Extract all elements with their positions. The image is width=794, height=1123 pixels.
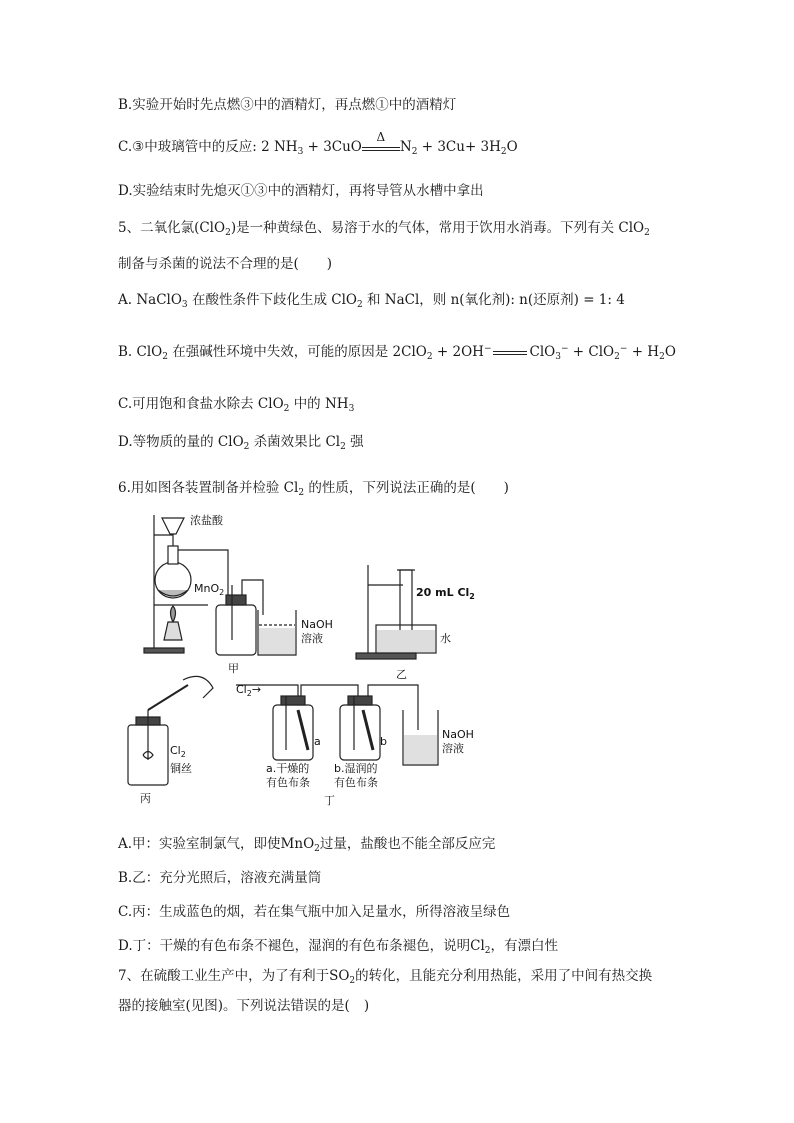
alcohol-lamp — [164, 622, 182, 640]
equals-sign — [493, 351, 527, 355]
gas-bottle-b — [340, 705, 380, 760]
svg-text:20 mL Cl2: 20 mL $Cl_2$ — [416, 586, 475, 601]
label-mno2: MnO — [194, 582, 220, 595]
label-solution-1: 溶液 — [301, 632, 323, 645]
label-dry-2: 有色布条 — [266, 776, 310, 789]
label-ding: 丁 — [324, 794, 335, 807]
q5-stem-line2: 制备与杀菌的说法不合理的是( ) — [118, 256, 333, 272]
apparatus-figure — [118, 510, 503, 810]
q7-stem-line2: 器的接触室(见图)。下列说法错误的是( ) — [118, 998, 370, 1014]
svg-text:Cl2: $Cl_2$ — [170, 744, 186, 759]
q4-option-d: D.实验结束时先熄灭①③中的酒精灯，再将导管从水槽中拿出 — [118, 183, 484, 199]
label-wet-2: 有色布条 — [334, 776, 378, 789]
label-jia: 甲 — [228, 662, 239, 675]
heat-equals-sign: Δ — [362, 145, 400, 151]
svg-text:MnO2: MnO$_2$ — [194, 582, 225, 597]
separatory-funnel — [162, 518, 184, 534]
q4-option-b: B.实验开始时先点燃③中的酒精灯，再点燃①中的酒精灯 — [118, 97, 457, 113]
label-naoh-2: NaOH — [442, 728, 474, 741]
q6-option-a: A.甲：实验室制氯气，即使MnO$_2$过量，盐酸也不能全部反应完 — [118, 836, 496, 854]
q6-option-c: C.丙：生成蓝色的烟，若在集气瓶中加入足量水，所得溶液呈绿色 — [118, 904, 511, 920]
crucible-tongs — [148, 685, 188, 710]
label-wet-1: b.湿润的 — [334, 762, 378, 775]
q6-option-b: B.乙：充分光照后，溶液充满量筒 — [118, 870, 322, 886]
label-water: 水 — [440, 632, 451, 645]
label-cl2-volume: 20 mL Cl — [416, 586, 470, 599]
label-copper-wire: 铜丝 — [170, 762, 192, 775]
q5-option-c: C.可用饱和食盐水除去 ClO$_2$ 中的 $NH_3$ — [118, 396, 355, 414]
label-cl2-inlet: Cl — [236, 683, 247, 696]
label-b: b — [380, 735, 387, 748]
gas-bottle-jia — [216, 605, 256, 655]
label-bing: 丙 — [140, 792, 151, 805]
q4-option-c: C.③中玻璃管中的反应: 2 $NH_3 + 3CuO$ Δ $N_2 + 3Cu+ 3H_2O$ — [118, 130, 518, 157]
label-dry-1: a.干燥的 — [266, 762, 310, 775]
q7-stem-line1: 7、在硫酸工业生产中，为了有利于$SO_2$的转化，且能充分利用热能，采用了中间有热交换 — [118, 968, 653, 986]
q6-option-d: D.丁：干燥的有色布条不褪色，湿润的有色布条褪色，说明$Cl_2$，有漂白性 — [118, 938, 559, 956]
label-conc-hcl: 浓盐酸 — [190, 514, 223, 527]
q5-option-a: A. NaClO$_3$ 在酸性条件下歧化生成 ClO$_2$ 和 NaCl，则 n(氧化剂): n(还原剂) = 1: 4 — [118, 292, 625, 310]
stand-base — [144, 648, 184, 653]
label-yi: 乙 — [396, 668, 407, 681]
svg-text:Cl2→: $Cl_2\to$ — [236, 683, 262, 698]
label-cl2-bing: Cl — [170, 744, 181, 757]
label-naoh-1: NaOH — [301, 618, 333, 631]
label-solution-2: 溶液 — [442, 742, 464, 755]
label-a: a — [314, 735, 321, 748]
q5-stem-line1: 5、二氧化氯(ClO$_2$)是一种黄绿色、易溶于水的气体，常用于饮用水消毒。下列有关 ClO$_2$ — [118, 220, 650, 238]
q5-option-b: B. ClO$_2$ 在强碱性环境中失效，可能的原因是 2ClO$_2$ + 2OH− $ClO_3^- + ClO_2^- + H_2O$ — [118, 344, 676, 362]
gas-bottle-a — [273, 705, 313, 760]
q6-stem: 6.用如图各装置制备并检验 $Cl_2$ 的性质，下列说法正确的是( ) — [118, 480, 509, 498]
q5-option-d: D.等物质的量的 ClO$_2$ 杀菌效果比 $Cl_2$ 强 — [118, 434, 364, 452]
